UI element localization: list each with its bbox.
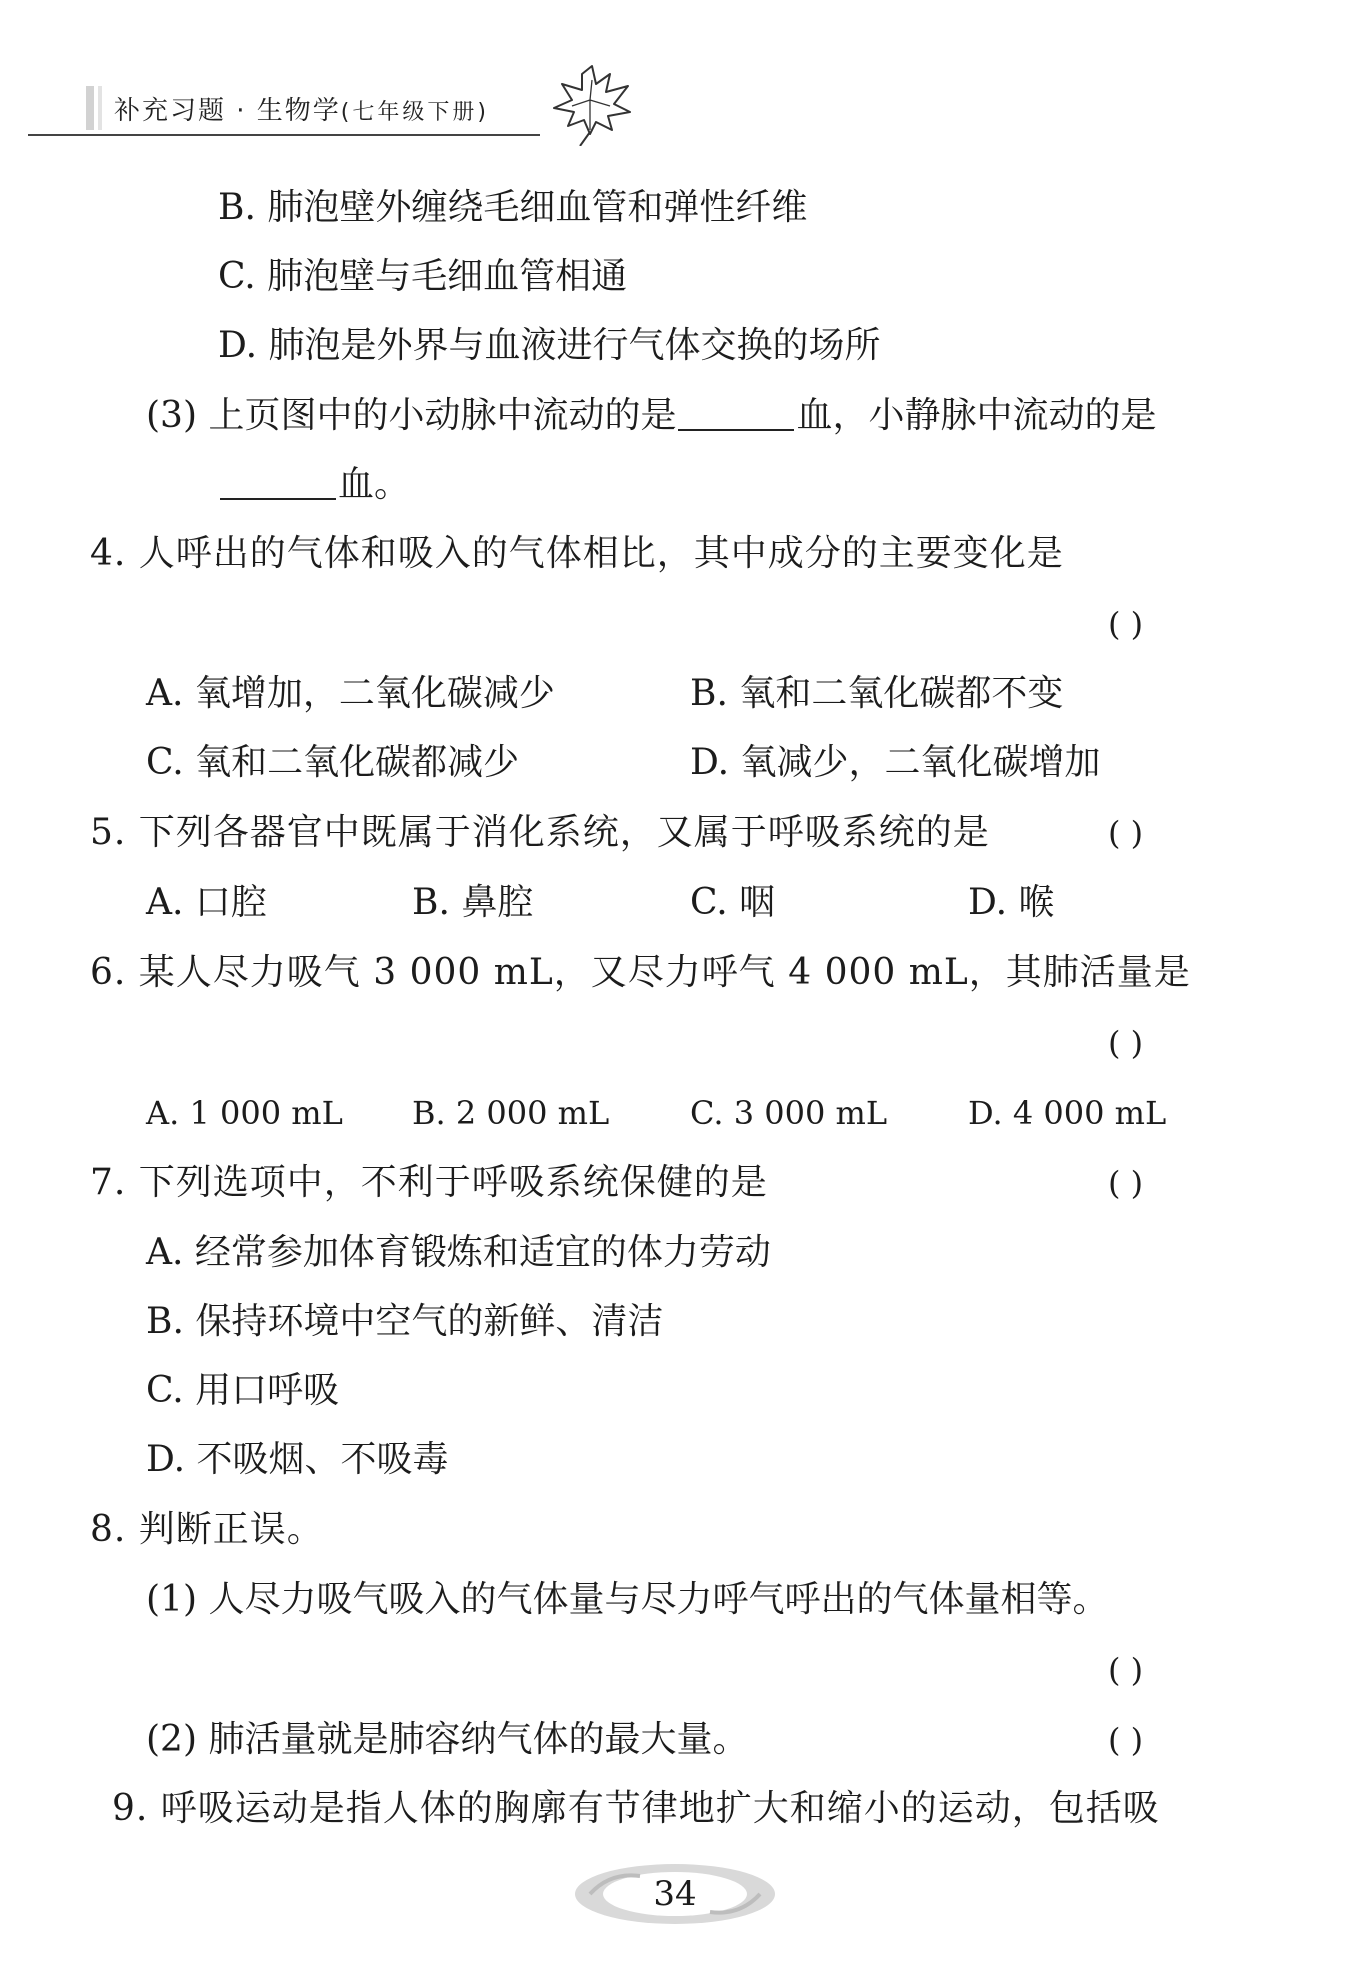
q7-option-b: B. 保持环境中空气的新鲜、清洁 — [146, 1301, 664, 1342]
q8-s1-answer-paren[interactable]: ( ) — [1108, 1651, 1144, 1689]
page-footer — [570, 1858, 780, 1930]
q3-option-b: B. 肺泡壁外缠绕毛细血管和弹性纤维 — [218, 187, 808, 228]
answer-blank-artery[interactable] — [678, 399, 794, 431]
q8-s2-answer-paren[interactable]: ( ) — [1108, 1721, 1144, 1759]
q5-option-c: C. 咽 — [690, 882, 776, 923]
q5-option-b: B. 鼻腔 — [412, 882, 534, 923]
q7-stem: 7. 下列选项中，不利于呼吸系统保健的是 — [90, 1162, 768, 1203]
q3-sub3-line2 — [218, 463, 410, 507]
header-rule — [28, 134, 540, 136]
q3-sub3-part3: 血。 — [338, 464, 411, 505]
q7-option-d: D. 不吸烟、不吸毒 — [146, 1439, 449, 1480]
q6-option-b: B. 2 000 mL — [412, 1094, 610, 1132]
q4-stem: 4. 人呼出的气体和吸入的气体相比，其中成分的主要变化是 — [90, 533, 1064, 574]
q6-option-d: D. 4 000 mL — [968, 1094, 1167, 1132]
q5-stem: 5. 下列各器官中既属于消化系统，又属于呼吸系统的是 — [90, 812, 990, 853]
q6-option-c: C. 3 000 mL — [690, 1094, 888, 1132]
q5-answer-paren[interactable]: ( ) — [1108, 814, 1144, 852]
q8-statement-2: (2) 肺活量就是肺容纳气体的最大量。 — [146, 1719, 749, 1760]
q5-option-a: A. 口腔 — [146, 882, 267, 923]
maple-leaf-icon — [540, 60, 640, 146]
q4-option-c: C. 氧和二氧化碳都减少 — [146, 742, 520, 783]
page-number: 34 — [653, 1874, 697, 1914]
q8-stem: 8. 判断正误。 — [90, 1509, 324, 1550]
q6-answer-paren[interactable]: ( ) — [1108, 1024, 1144, 1062]
q5-option-d: D. 喉 — [968, 882, 1055, 923]
q4-option-b: B. 氧和二氧化碳都不变 — [690, 673, 1064, 714]
answer-blank-vein[interactable] — [220, 468, 336, 500]
q3-sub3-part2: 血，小静脉中流动的是 — [796, 395, 1157, 436]
header-bar — [86, 86, 94, 130]
q4-option-d: D. 氧减少，二氧化碳增加 — [690, 742, 1101, 783]
q3-option-d: D. 肺泡是外界与血液进行气体交换的场所 — [218, 325, 881, 366]
book-title-subtitle: (七年级下册) — [340, 100, 489, 125]
q3-sub3-part1: (3) 上页图中的小动脉中流动的是 — [146, 395, 677, 436]
q7-option-a: A. 经常参加体育锻炼和适宜的体力劳动 — [146, 1232, 771, 1273]
q3-sub3-line1 — [146, 394, 1156, 438]
q7-answer-paren[interactable]: ( ) — [1108, 1164, 1144, 1202]
q4-option-a: A. 氧增加，二氧化碳减少 — [146, 673, 555, 714]
q7-option-c: C. 用口呼吸 — [146, 1370, 340, 1411]
q6-option-a: A. 1 000 mL — [146, 1094, 343, 1132]
q8-statement-1: (1) 人尽力吸气吸入的气体量与尽力呼气呼出的气体量相等。 — [146, 1579, 1109, 1620]
page-header — [28, 60, 648, 140]
q3-option-c: C. 肺泡壁与毛细血管相通 — [218, 256, 628, 297]
q6-stem: 6. 某人尽力吸气 3 000 mL，又尽力呼气 4 000 mL，其肺活量是 — [90, 952, 1191, 993]
q4-answer-paren[interactable]: ( ) — [1108, 605, 1144, 643]
book-title — [114, 90, 489, 127]
q9-stem: 9. 呼吸运动是指人体的胸廓有节律地扩大和缩小的运动，包括吸 — [112, 1788, 1160, 1829]
book-title-main: 补充习题 · 生物学 — [114, 96, 341, 126]
header-bar-thin — [98, 86, 102, 130]
